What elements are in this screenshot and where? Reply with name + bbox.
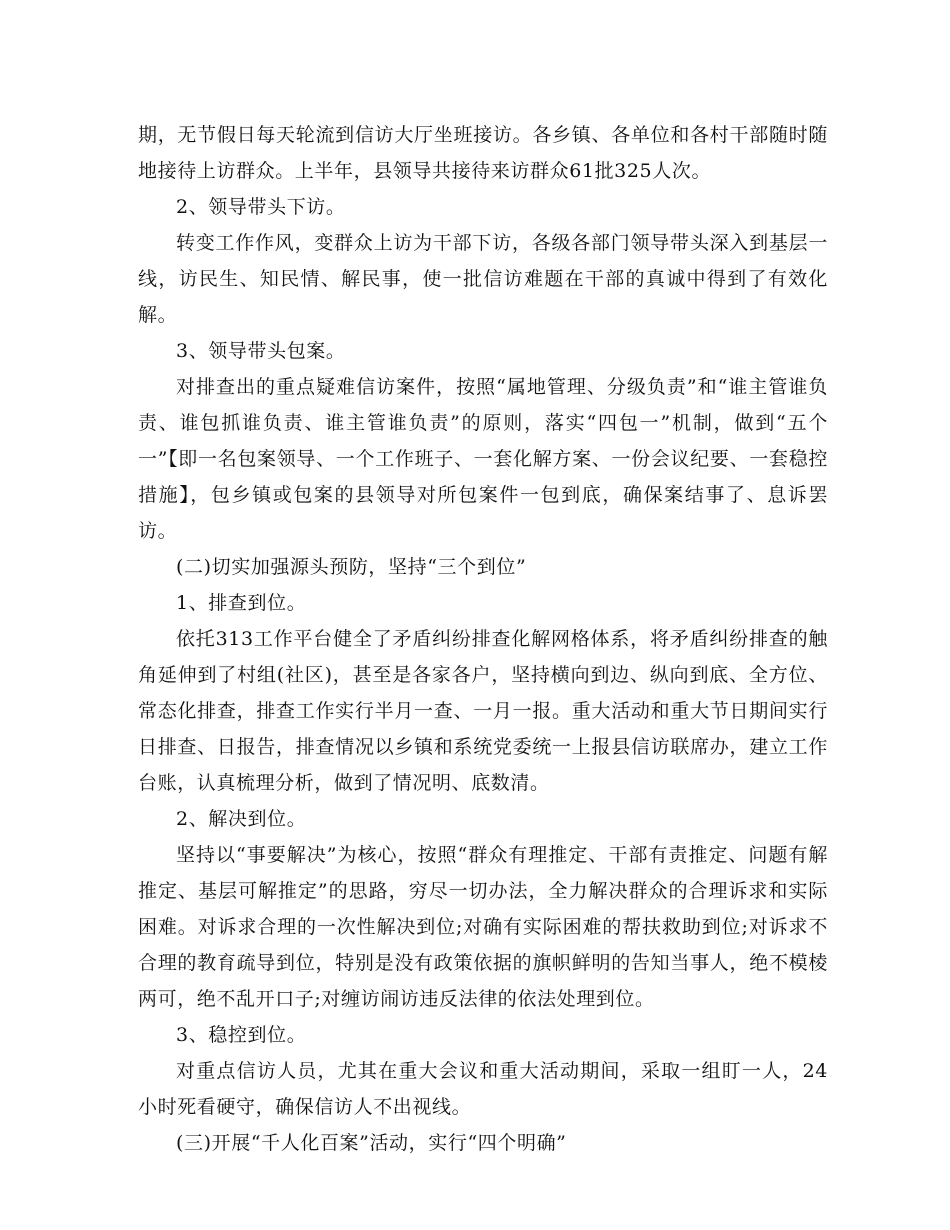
paragraph-continuation: 期，无节假日每天轮流到信访大厅坐班接访。各乡镇、各单位和各村干部随时随地接待上访群众。上半年，县领导共接待来访群众61批325人次。	[138, 124, 828, 182]
subheading-stability: 3、稳控到位。	[176, 1024, 307, 1046]
subheading-resolution: 2、解决到位。	[176, 808, 307, 830]
paragraph-investigation: 依托313工作平台健全了矛盾纠纷排查化解网格体系，将矛盾纠纷排查的触角延伸到了村组(社区)，甚至是各家各户，坚持横向到边、纵向到底、全方位、常态化排查，排查工作实行半月一查、一月一报。重大活动和重大节日期间实行日排查、日报告，排查情况以乡镇和系统党委统一上报县信访联席办，建立工作台账，认真梳理分析，做到了情况明、底数清。	[138, 628, 828, 794]
section-heading-prevention: (二)切实加强源头预防，坚持“三个到位”	[176, 556, 527, 578]
paragraph-leader-cases: 对排查出的重点疑难信访案件，按照“属地管理、分级负责”和“谁主管谁负责、谁包抓谁负责、谁主管谁负责”的原则，落实“四包一”机制，做到“五个一”【即一名包案领导、一个工作班子、一套化解方案、一份会议纪要、一套稳控措施】，包乡镇或包案的县领导对所包案件一包到底，确保案结事了、息诉罢访。	[138, 376, 828, 542]
paragraph-resolution: 坚持以“事要解决”为核心，按照“群众有理推定、干部有责推定、问题有解推定、基层可解推定”的思路，穷尽一切办法，全力解决群众的合理诉求和实际困难。对诉求合理的一次性解决到位;对确有实际困难的帮扶救助到位;对诉求不合理的教育疏导到位，特别是没有政策依据的旗帜鲜明的告知当事人，绝不模棱两可，绝不乱开口子;对缠访闹访违反法律的依法处理到位。	[138, 844, 828, 1010]
subheading-leader-cases: 3、领导带头包案。	[176, 340, 346, 362]
document-body	[138, 117, 828, 1161]
subheading-investigation: 1、排查到位。	[176, 592, 307, 614]
paragraph-stability: 对重点信访人员，尤其在重大会议和重大活动期间，采取一组盯一人，24小时死看硬守，确保信访人不出视线。	[138, 1060, 828, 1118]
paragraph-leader-visits: 转变工作作风，变群众上访为干部下访，各级各部门领导带头深入到基层一线，访民生、知民情、解民事，使一批信访难题在干部的真诚中得到了有效化解。	[138, 232, 828, 326]
section-heading-activity: (三)开展“千人化百案”活动，实行“四个明确”	[176, 1132, 567, 1154]
subheading-leader-visits: 2、领导带头下访。	[176, 196, 346, 218]
